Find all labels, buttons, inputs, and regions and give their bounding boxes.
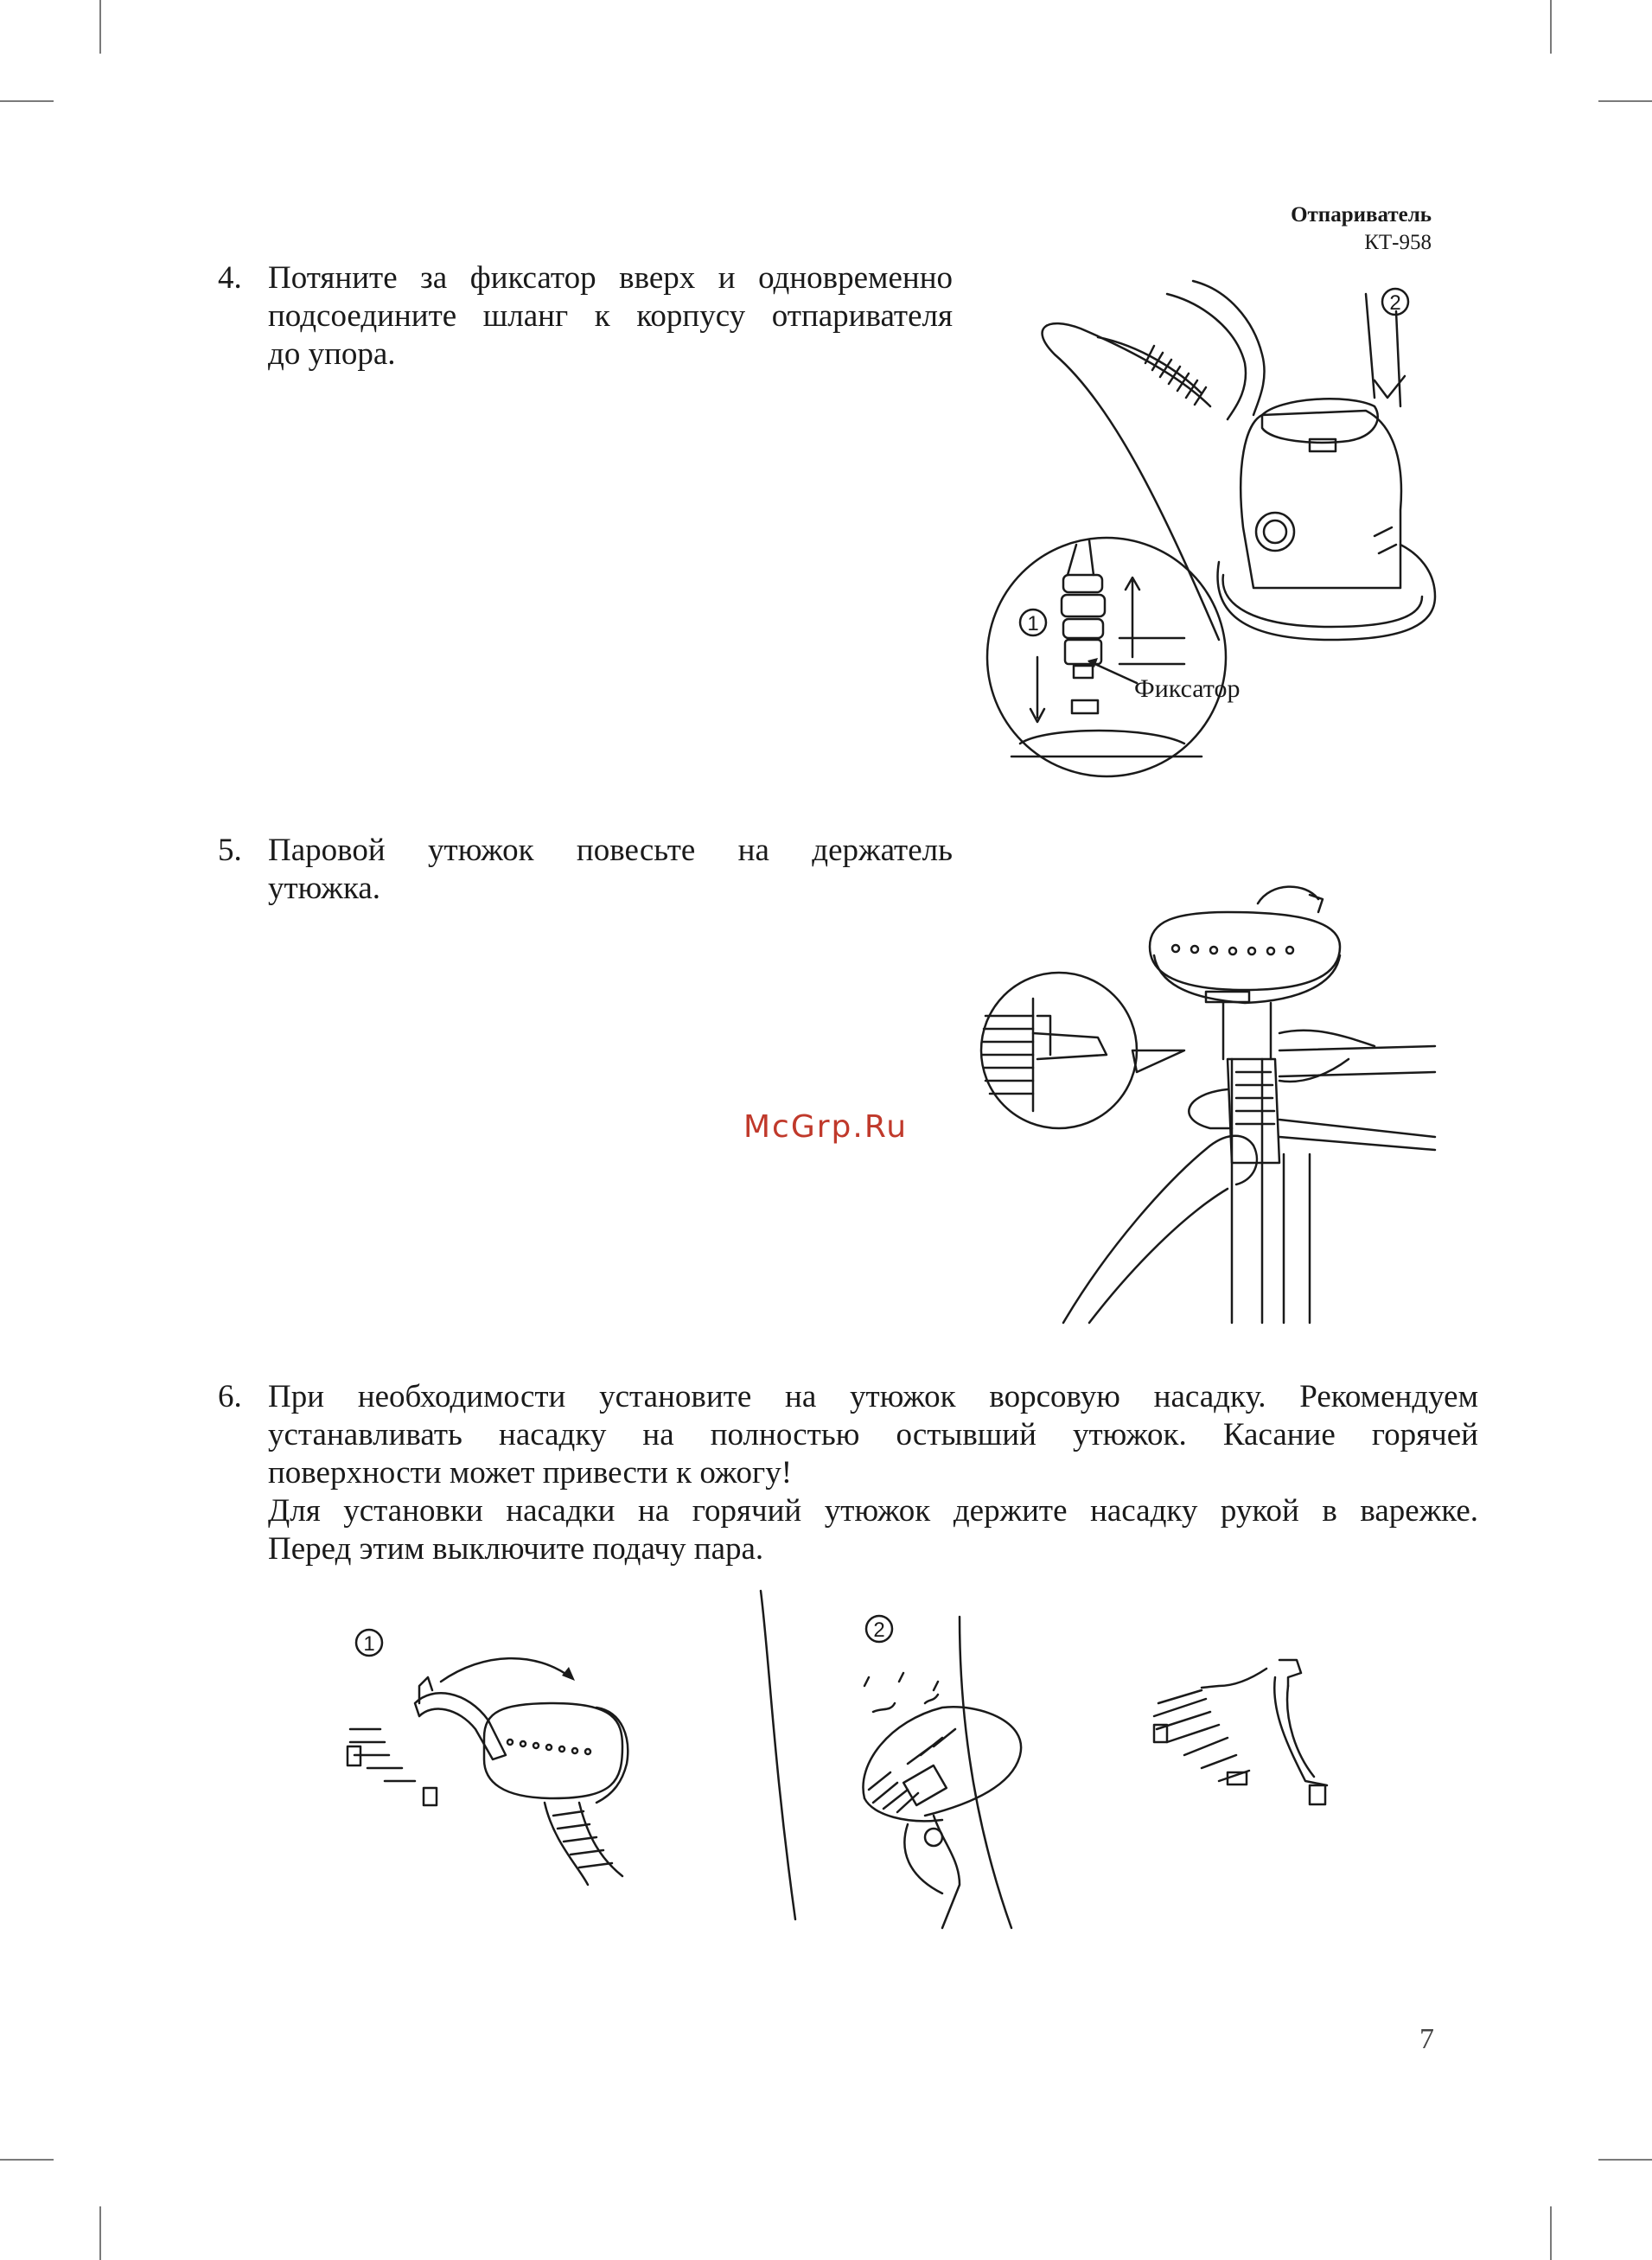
holder-inset (981, 973, 1137, 1128)
page-header (1291, 201, 1432, 257)
step-number: 5. (218, 833, 242, 868)
step-number: 4. (218, 260, 242, 296)
crop-mark (99, 0, 101, 54)
brush-attachment-detail (1154, 1660, 1327, 1804)
inset-ribs (982, 1016, 1033, 1094)
hose-connection-illustration (968, 277, 1452, 813)
fabric (761, 1591, 1011, 1928)
page-number: 7 (1419, 2023, 1434, 2055)
hose-coils (1145, 346, 1206, 405)
step-line: устанавливать насадку на полностью остывший утюжок. Касание горячей (268, 1417, 1478, 1452)
move-arrow (441, 1658, 571, 1682)
steam-holes (1172, 945, 1293, 954)
hand-lower (1063, 1136, 1257, 1323)
crop-mark (1550, 0, 1552, 54)
step-marker-1: 1 (1027, 612, 1039, 635)
crop-mark (99, 2206, 101, 2260)
iron-holder-illustration (968, 886, 1444, 1327)
crop-mark (1598, 2159, 1652, 2161)
hand (904, 1816, 960, 1928)
step-marker-1: 1 (363, 1632, 375, 1656)
step-4 (218, 259, 953, 380)
step-line: При необходимости установите на утюжок ворсовую насадку. Рекомендуем (268, 1379, 1478, 1414)
steamer-knob (1256, 513, 1294, 551)
step-marker-2: 2 (1389, 291, 1401, 315)
step-line: Перед этим выключите подачу пара. (268, 1531, 764, 1567)
watermark: McGrp.Ru (743, 1109, 909, 1145)
crop-mark (1550, 2206, 1552, 2260)
crop-mark (0, 100, 54, 102)
step-line: подсоедините шланг к корпусу отпаривателя (268, 298, 953, 334)
step-line: Для установки насадки на горячий утюжок держите насадку рукой в варежке. (268, 1493, 1478, 1529)
header-model: КТ-958 (1364, 231, 1432, 254)
crop-mark (0, 2159, 54, 2161)
brush-attachment-illustration (337, 1591, 1375, 1937)
step-line: поверхности может привести к ожогу! (268, 1455, 793, 1491)
brush-attachment (348, 1677, 506, 1805)
step-line: до упора. (268, 336, 396, 372)
crop-mark (1598, 100, 1652, 102)
step-6 (218, 1378, 1478, 1577)
step-line: Паровой утюжок повесьте на держатель (268, 833, 953, 868)
step-line: Потяните за фиксатор вверх и одновременно (268, 260, 953, 296)
steam-wisps (864, 1673, 938, 1712)
fixator-label: Фиксатор (1134, 674, 1241, 703)
step-number: 6. (218, 1379, 242, 1414)
step-5 (218, 832, 953, 915)
step-marker-2: 2 (873, 1618, 885, 1642)
iron-head (484, 1703, 628, 1885)
steamer-body (1241, 411, 1401, 588)
header-title: Отпариватель (1291, 203, 1432, 227)
step-line: утюжка. (268, 871, 381, 906)
hand (1167, 281, 1265, 419)
